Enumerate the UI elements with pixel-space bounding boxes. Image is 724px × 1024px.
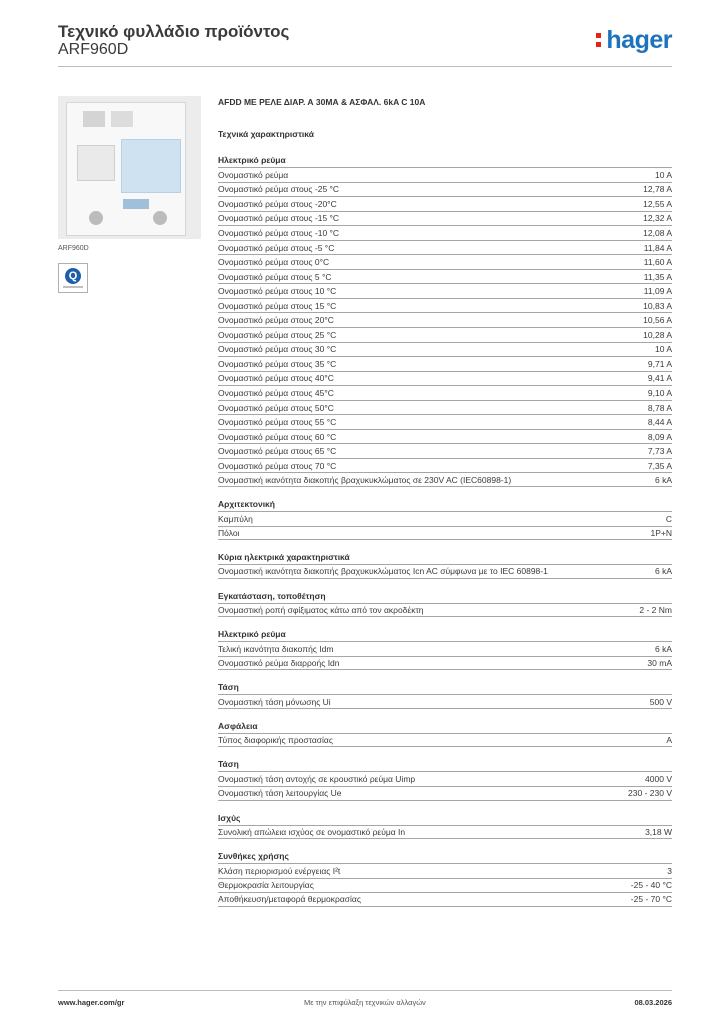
spec-value: 4000 V — [645, 774, 672, 785]
spec-label: Ονομαστικό ρεύμα στους -10 °C — [218, 227, 340, 238]
spec-value: 3,18 W — [645, 826, 672, 837]
spec-value: 2 - 2 Nm — [639, 604, 672, 615]
spec-value: 230 - 230 V — [628, 788, 672, 799]
spec-section — [218, 153, 672, 487]
spec-label: Ονομαστική τάση αντοχής σε κρουστικό ρεύμα Uimp — [218, 774, 416, 785]
spec-section — [218, 680, 672, 709]
spec-row — [218, 240, 672, 255]
spec-row — [218, 327, 672, 342]
spec-label: Ονομαστικό ρεύμα στους -5 °C — [218, 242, 335, 253]
spec-label: Ονομαστικό ρεύμα στους 5 °C — [218, 271, 332, 282]
spec-row — [218, 825, 672, 840]
spec-label: Ονομαστικό ρεύμα στους 65 °C — [218, 446, 337, 457]
spec-section — [218, 757, 672, 800]
spec-table — [218, 511, 672, 540]
spec-label: Ονομαστικό ρεύμα στους 55 °C — [218, 417, 337, 428]
spec-value: 10 A — [654, 344, 672, 355]
spec-row — [218, 511, 672, 526]
section-title: Εγκατάσταση, τοποθέτηση — [218, 590, 326, 601]
spec-value: 12,55 A — [643, 198, 672, 209]
spec-value: 11,35 A — [643, 271, 672, 282]
spec-row — [218, 196, 672, 211]
spec-label: Πόλοι — [218, 527, 240, 538]
spec-label: Ονομαστικό ρεύμα στους 15 °C — [218, 300, 337, 311]
spec-label: Ονομαστικό ρεύμα στους -15 °C — [218, 213, 340, 224]
spec-row — [218, 443, 672, 458]
spec-row — [218, 283, 672, 298]
spec-label: Αποθήκευση/μεταφορά θερμοκρασίας — [218, 894, 361, 905]
logo-text: hager — [606, 26, 672, 54]
spec-label: Ονομαστική ροπή σφίξιματος κάτω από τον ακροδέκτη — [218, 604, 424, 615]
image-caption: ARF960D — [58, 245, 89, 252]
spec-value: 10,56 A — [643, 315, 672, 326]
spec-row — [218, 371, 672, 386]
spec-section — [218, 550, 672, 579]
spec-value: 8,09 A — [647, 431, 672, 442]
spec-label: Ονομαστικό ρεύμα στους -25 °C — [218, 184, 340, 195]
spec-value: 10,28 A — [643, 329, 672, 340]
spec-value: 6 kA — [654, 643, 672, 654]
spec-row — [218, 656, 672, 671]
spec-section — [218, 811, 672, 840]
spec-label: Ονομαστικό ρεύμα — [218, 169, 289, 180]
spec-table — [218, 564, 672, 579]
spec-value: 9,71 A — [647, 358, 672, 369]
spec-label: Τελική ικανότητα διακοπής Idm — [218, 643, 334, 654]
spec-section — [218, 849, 672, 907]
spec-row — [218, 564, 672, 579]
spec-row — [218, 878, 672, 893]
spec-row — [218, 385, 672, 400]
spec-value: 6 kA — [654, 566, 672, 577]
spec-value: -25 - 40 °C — [630, 880, 672, 891]
product-code: ARF960D — [58, 41, 129, 58]
product-image — [58, 96, 201, 239]
spec-row — [218, 694, 672, 709]
spec-value: 10 A — [654, 169, 672, 180]
spec-label: Ονομαστικό ρεύμα στους 35 °C — [218, 358, 337, 369]
section-title: Τάση — [218, 759, 239, 770]
spec-table — [218, 603, 672, 618]
section-title: Συνθήκες χρήσης — [218, 851, 289, 862]
hager-logo — [596, 26, 672, 55]
spec-label: Ονομαστικό ρεύμα στους 10 °C — [218, 286, 337, 297]
spec-value: 11,09 A — [643, 286, 672, 297]
header-divider — [58, 66, 672, 67]
section-title: Ισχύς — [218, 812, 241, 823]
page-header — [58, 18, 672, 68]
section-title: Ηλεκτρικό ρεύμα — [218, 155, 286, 165]
spec-value: 1P+N — [650, 527, 672, 538]
spec-value: 9,10 A — [647, 387, 672, 398]
spec-label: Συνολική απώλεια ισχύος σε ονομαστικό ρεύμα In — [218, 826, 406, 837]
spec-value: A — [666, 735, 672, 746]
spec-row — [218, 771, 672, 786]
spec-value: 10,83 A — [643, 300, 672, 311]
disclaimer-note: Με την επιφύλαξη τεχνικών αλλαγών — [304, 998, 426, 1007]
document-date: 08.03.2026 — [634, 998, 672, 1007]
spec-row — [218, 641, 672, 656]
spec-value: 30 mA — [647, 658, 672, 669]
spec-row — [218, 526, 672, 541]
spec-label: Ονομαστικό ρεύμα στους 50°C — [218, 402, 334, 413]
section-title: Αρχιτεκτονική — [218, 499, 275, 510]
spec-row — [218, 472, 672, 487]
spec-value: -25 - 70 °C — [630, 894, 672, 905]
spec-value: 12,32 A — [643, 213, 672, 224]
spec-table — [218, 733, 672, 748]
spec-label: Ονομαστικό ρεύμα στους 30 °C — [218, 344, 337, 355]
spec-label: Ονομαστική τάση λειτουργίας Ue — [218, 788, 342, 799]
spec-row — [218, 733, 672, 748]
spec-label: Ονομαστικό ρεύμα στους 20°C — [218, 315, 334, 326]
spec-section — [218, 589, 672, 618]
spec-row — [218, 182, 672, 197]
spec-row — [218, 400, 672, 415]
spec-row — [218, 269, 672, 284]
spec-table — [218, 863, 672, 907]
spec-sections — [218, 153, 672, 907]
spec-label: Καμπύλη — [218, 513, 253, 524]
specs-heading: Τεχνικά χαρακτηριστικά — [218, 129, 314, 139]
spec-row — [218, 298, 672, 313]
spec-section — [218, 497, 672, 540]
spec-label: Ονομαστικό ρεύμα στους 40°C — [218, 373, 334, 384]
spec-label: Ονομαστικό ρεύμα στους 0°C — [218, 257, 330, 268]
spec-label: Ονομαστικό ρεύμα διαρροής Idn — [218, 658, 340, 669]
footer-divider — [58, 990, 672, 991]
spec-table — [218, 771, 672, 800]
spec-label: Ονομαστική ικανότητα διακοπής βραχυκυκλώματος σε 230V AC (IEC60898-1) — [218, 474, 512, 485]
spec-row — [218, 211, 672, 226]
spec-row — [218, 863, 672, 878]
breaker-illustration — [66, 102, 186, 236]
spec-table — [218, 167, 672, 487]
spec-row — [218, 356, 672, 371]
section-title: Κύρια ηλεκτρικά χαρακτηριστικά — [218, 552, 350, 563]
document-title: Τεχνικό φυλλάδιο προϊόντος — [58, 22, 290, 41]
spec-table — [218, 825, 672, 840]
spec-content — [218, 97, 672, 917]
page-footer — [58, 998, 672, 1012]
spec-row — [218, 414, 672, 429]
section-title: Ασφάλεια — [218, 720, 258, 731]
spec-section — [218, 627, 672, 670]
spec-value: 11,60 A — [643, 257, 672, 268]
spec-value: C — [665, 513, 672, 524]
spec-label: Ονομαστικό ρεύμα στους -20°C — [218, 198, 337, 209]
spec-label: Τύπος διαφορικής προστασίας — [218, 735, 333, 746]
spec-row — [218, 458, 672, 473]
product-name: AFDD ΜΕ ΡΕΛΕ ΔΙΑΡ. Α 30ΜΑ & ΑΣΦΑΛ. 6kA C 10A — [218, 97, 426, 107]
spec-value: 7,73 A — [647, 446, 672, 457]
website-link[interactable]: www.hager.com/gr — [58, 998, 125, 1007]
spec-label: Θερμοκρασία λειτουργίας — [218, 880, 314, 891]
spec-label: Ονομαστικό ρεύμα στους 60 °C — [218, 431, 337, 442]
spec-value: 8,78 A — [647, 402, 672, 413]
spec-label: Κλάση περιορισμού ενέργειας I²t — [218, 865, 341, 876]
spec-value: 12,08 A — [643, 227, 672, 238]
spec-value: 9,41 A — [647, 373, 672, 384]
spec-table — [218, 694, 672, 709]
spec-value: 12,78 A — [643, 184, 672, 195]
spec-table — [218, 641, 672, 670]
spec-row — [218, 429, 672, 444]
spec-section — [218, 719, 672, 748]
spec-value: 7,35 A — [647, 460, 672, 471]
spec-label: Ονομαστική ικανότητα διακοπής βραχυκυκλώματος Icn AC σύμφωνα με το IEC 60898-1 — [218, 566, 548, 577]
spec-value: 6 kA — [654, 474, 672, 485]
section-title: Τάση — [218, 682, 239, 693]
spec-row — [218, 167, 672, 182]
spec-row — [218, 312, 672, 327]
spec-value: 3 — [667, 865, 672, 876]
spec-label: Ονομαστικό ρεύμα στους 25 °C — [218, 329, 337, 340]
section-title: Ηλεκτρικό ρεύμα — [218, 629, 286, 640]
spec-value: 8,44 A — [647, 417, 672, 428]
spec-row — [218, 254, 672, 269]
spec-value: 11,84 A — [643, 242, 672, 253]
spec-label: Ονομαστικό ρεύμα στους 45°C — [218, 387, 334, 398]
spec-row — [218, 892, 672, 907]
spec-row — [218, 603, 672, 618]
quality-badge-icon: Q — [58, 263, 88, 293]
spec-value: 500 V — [649, 696, 672, 707]
spec-label: Ονομαστικό ρεύμα στους 70 °C — [218, 460, 337, 471]
spec-label: Ονομαστική τάση μόνωσης Ui — [218, 696, 331, 707]
spec-row — [218, 342, 672, 357]
spec-row — [218, 225, 672, 240]
spec-row — [218, 786, 672, 801]
